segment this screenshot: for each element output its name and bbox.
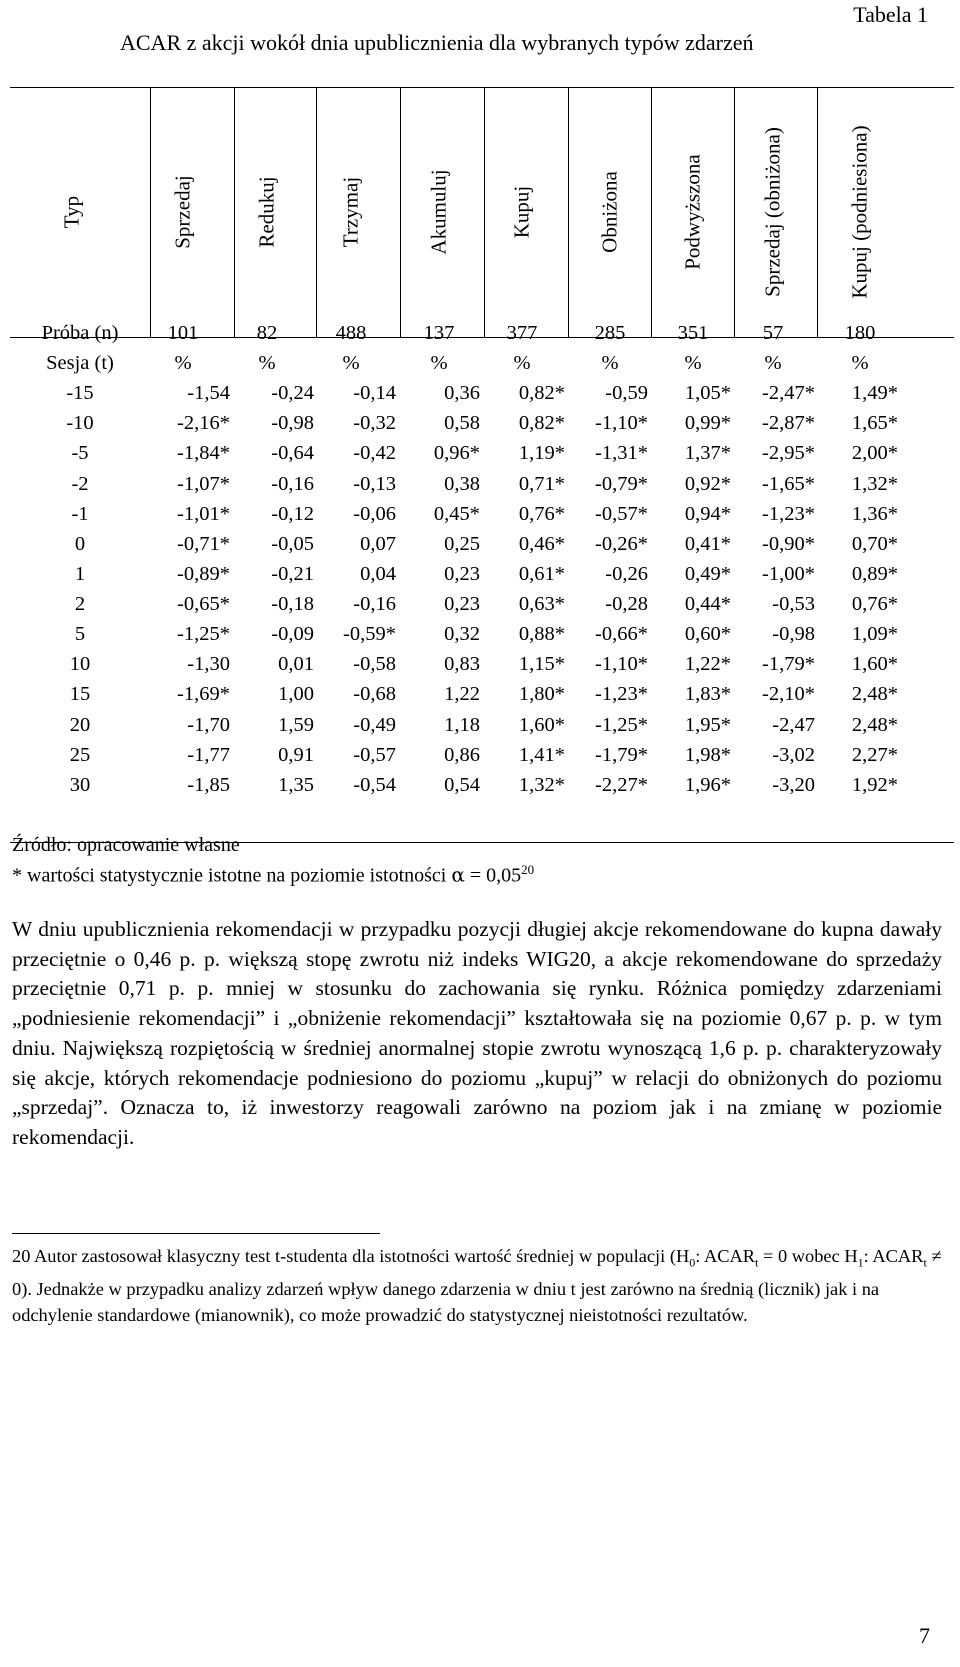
table-cell: 0,71* <box>518 472 565 495</box>
table-row <box>10 649 954 679</box>
table-cell: 0,58 <box>444 412 480 435</box>
table-row <box>10 559 954 589</box>
footnote-ref: 20 <box>521 862 535 877</box>
table-cell: -0,98 <box>271 412 314 435</box>
significance-value: = 0,05 <box>469 864 522 887</box>
alpha-symbol: α <box>451 862 465 887</box>
table-cell: 1,00 <box>278 683 314 706</box>
table-cell: -0,49 <box>353 713 396 736</box>
table-cell: 1,96* <box>684 773 731 796</box>
table-cell: -0,26* <box>595 532 648 555</box>
table-cell: 0,36 <box>444 382 480 405</box>
significance-note <box>12 862 534 888</box>
table-cell: 1,22* <box>684 653 731 676</box>
column-divider <box>651 87 652 337</box>
table-row <box>10 529 954 559</box>
row-label-cell: -10 <box>66 412 94 435</box>
table-cell: 488 <box>335 322 367 344</box>
column-header-label: Podwyższona <box>680 154 705 270</box>
table-cell: 0,76* <box>851 593 898 616</box>
table-cell: 1,80* <box>518 683 565 706</box>
table-cell: -1,85 <box>187 773 230 796</box>
column-divider <box>817 87 818 337</box>
column-header-label: Typ <box>59 195 84 229</box>
table-cell: 0,49* <box>684 562 731 585</box>
table-cell: 0,45* <box>433 502 480 525</box>
row-label-cell: 15 <box>69 683 91 706</box>
table-cell: 1,98* <box>684 743 731 766</box>
table-cell: -1,25* <box>595 713 648 736</box>
table-row <box>10 679 954 709</box>
table-cell: 0,38 <box>444 472 480 495</box>
table-cell: 1,05* <box>684 382 731 405</box>
table-cell: -0,06 <box>353 502 396 525</box>
table-cell: -1,77 <box>187 743 230 766</box>
table-cell: -0,54 <box>353 773 396 796</box>
table-cell: -0,18 <box>271 593 314 616</box>
table-cell: 0,83 <box>444 653 480 676</box>
table-cell: 1,37* <box>684 442 731 465</box>
table-cell: 0,89* <box>851 562 898 585</box>
table-cell: % <box>430 352 448 375</box>
column-header-label: Obniżona <box>597 171 622 253</box>
table-cell: -0,90* <box>762 532 815 555</box>
table-row <box>10 589 954 619</box>
column-divider <box>400 87 401 337</box>
table-cell: 82 <box>256 322 278 344</box>
table-cell: 0,94* <box>684 502 731 525</box>
table-cell: 1,41* <box>518 743 565 766</box>
table-cell: % <box>513 352 531 375</box>
table-cell: 1,09* <box>851 623 898 646</box>
table-cell: 1,18 <box>444 713 480 736</box>
table-cell: % <box>601 352 619 375</box>
table-cell: -0,24 <box>271 382 314 405</box>
column-header-label: Sprzedaj (obniżona) <box>760 127 785 297</box>
table-cell: -0,42 <box>353 442 396 465</box>
table-row <box>10 378 954 408</box>
table-cell: -0,13 <box>353 472 396 495</box>
table-cell: -0,26 <box>605 562 648 585</box>
table-cell: -2,27* <box>595 773 648 796</box>
column-header-label: Redukuj <box>254 176 279 248</box>
table-cell: -1,79* <box>762 653 815 676</box>
table-row <box>10 770 954 800</box>
row-label-cell: -2 <box>71 472 89 495</box>
table-cell: -0,09 <box>271 623 314 646</box>
body-paragraph: W dniu upublicznienia rekomendacji w przypadku pozycji długiej akcje rekomendowane do kupna dawały przeciętnie o 0,46 p. p. większą stopę zwrotu niż indeks WIG20, a akcje rekomendowane do sprzedaży przeciętnie 0,71 p. p. mniej w stosunku do zachowania się rynku. Różnica pomiędzy zdarzeniami „podniesienie rekomendacji” i „obniżenie rekomendacji” kształtowała się na poziomie 0,67 p. p. w tym dniu. Największą rozpiętością w średniej anormalnej stopie zwrotu wynoszącą 1,6 p. p. charakteryzowały się akcje, których rekomendacje podniesiono do poziomu „kupuj” w relacji do obniżonych do poziomu „sprzedaj”. Oznacza to, iż inwestorzy reagowali zarówno na poziom jak i na zmianę w poziomie rekomendacji. <box>12 917 942 1149</box>
table-cell: 0,44* <box>684 593 731 616</box>
table-cell: -0,89* <box>177 562 230 585</box>
table-cell: 0,46* <box>518 532 565 555</box>
table-cell: 1,32* <box>518 773 565 796</box>
row-label-cell: 10 <box>69 653 91 676</box>
table-cell: -1,54 <box>187 382 230 405</box>
table-cell: -1,00* <box>762 562 815 585</box>
table-cell: 0,32 <box>444 623 480 646</box>
table-cell: 0,60* <box>684 623 731 646</box>
table-cell: 0,25 <box>444 532 480 555</box>
row-label-cell: -5 <box>71 442 89 465</box>
table-cell: -3,20 <box>772 773 815 796</box>
table-cell: 1,59 <box>278 713 314 736</box>
table-cell: 1,92* <box>851 773 898 796</box>
column-header-label: Akumuluj <box>426 169 451 255</box>
table-cell: -0,16 <box>271 472 314 495</box>
table-cell: 1,49* <box>851 382 898 405</box>
table-number-label: Tabela 1 <box>853 2 928 27</box>
table-cell: -0,59 <box>605 382 648 405</box>
table-cell: % <box>174 352 192 375</box>
table-cell: % <box>258 352 276 375</box>
row-label-cell: 20 <box>69 713 91 736</box>
row-label-cell: 2 <box>74 593 86 616</box>
table-cell: -1,30 <box>187 653 230 676</box>
table-cell: -0,05 <box>271 532 314 555</box>
table-cell: -0,58 <box>353 653 396 676</box>
table-cell: -0,28 <box>605 593 648 616</box>
table-cell: -2,87* <box>762 412 815 435</box>
row-label-cell: 5 <box>74 623 86 646</box>
page-number: 7 <box>919 1623 930 1648</box>
table-cell: 0,82* <box>518 382 565 405</box>
table-cell: 2,00* <box>851 442 898 465</box>
table-cell: -1,79* <box>595 743 648 766</box>
row-label-cell: Sesja (t) <box>46 352 114 375</box>
column-divider <box>734 87 735 337</box>
table-cell: 1,15* <box>518 653 565 676</box>
table-cell: % <box>684 352 702 375</box>
table-cell: % <box>342 352 360 375</box>
column-header-label: Sprzedaj <box>170 175 195 249</box>
table-cell: 0,54 <box>444 773 480 796</box>
table-cell: -0,71* <box>177 532 230 555</box>
table-cell: 101 <box>167 322 199 344</box>
table-cell: -3,02 <box>772 743 815 766</box>
table-cell: -1,01* <box>177 502 230 525</box>
table-cell: 1,22 <box>444 683 480 706</box>
table-cell: 0,91 <box>278 743 314 766</box>
table-cell: -0,79* <box>595 472 648 495</box>
table-cell: -0,64 <box>271 442 314 465</box>
table-cell: 1,60* <box>518 713 565 736</box>
table-cell: 0,96* <box>433 442 480 465</box>
table-row <box>10 499 954 529</box>
table-cell: -0,32 <box>353 412 396 435</box>
table-cell: -0,53 <box>772 593 815 616</box>
column-divider <box>568 87 569 337</box>
table-cell: -0,66* <box>595 623 648 646</box>
row-label-cell: 30 <box>69 773 91 796</box>
column-header-label: Trzymaj <box>338 176 363 248</box>
table-row <box>10 469 954 499</box>
table-cell: 0,23 <box>444 593 480 616</box>
table-cell: -0,57 <box>353 743 396 766</box>
table-cell: -2,47* <box>762 382 815 405</box>
table-cell: 57 <box>762 322 784 344</box>
table-cell: -1,70 <box>187 713 230 736</box>
column-header-label: Kupuj <box>509 185 534 239</box>
table-cell: 1,60* <box>851 653 898 676</box>
table-row <box>10 438 954 468</box>
table-cell: 0,99* <box>684 412 731 435</box>
table-cell: 1,36* <box>851 502 898 525</box>
column-divider <box>484 87 485 337</box>
table-cell: -1,10* <box>595 653 648 676</box>
table-cell: 0,04 <box>360 562 396 585</box>
source-note: Źródło: opracowanie własne <box>12 834 240 856</box>
column-divider <box>234 87 235 337</box>
table-cell: 0,76* <box>518 502 565 525</box>
row-label-cell: 25 <box>69 743 91 766</box>
table-cell: 0,86 <box>444 743 480 766</box>
table-cell: -2,16* <box>177 412 230 435</box>
table-cell: -0,12 <box>271 502 314 525</box>
table-cell: % <box>851 352 869 375</box>
row-label-cell: 1 <box>74 562 86 585</box>
table-cell: -0,68 <box>353 683 396 706</box>
table-cell: -2,95* <box>762 442 815 465</box>
table-cell: 1,83* <box>684 683 731 706</box>
table-cell: -2,10* <box>762 683 815 706</box>
significance-prefix: * wartości statystycznie istotne na poziomie istotności <box>12 864 447 887</box>
table-cell: 377 <box>506 322 538 344</box>
table-cell: 0,01 <box>278 653 314 676</box>
table-cell: 351 <box>677 322 709 344</box>
table-row <box>10 318 954 348</box>
table-cell: 0,07 <box>360 532 396 555</box>
table-cell: 180 <box>844 322 876 344</box>
column-header-label: Kupuj (podniesiona) <box>847 125 872 299</box>
table-title: ACAR z akcji wokół dnia upublicznienia dla wybranych typów zdarzeń <box>120 30 754 55</box>
table-cell: -1,31* <box>595 442 648 465</box>
table-cell: 0,23 <box>444 562 480 585</box>
table-cell: 1,65* <box>851 412 898 435</box>
table-row <box>10 348 954 378</box>
row-label-cell: -1 <box>71 502 89 525</box>
table-row <box>10 408 954 438</box>
row-label-cell: 0 <box>74 532 86 555</box>
row-label-cell: -15 <box>66 382 94 405</box>
table-cell: -0,65* <box>177 593 230 616</box>
table-cell: -1,23* <box>595 683 648 706</box>
table-row <box>10 710 954 740</box>
table-cell: % <box>764 352 782 375</box>
table-cell: -1,69* <box>177 683 230 706</box>
table-cell: 1,32* <box>851 472 898 495</box>
table-cell: 137 <box>423 322 455 344</box>
table-cell: -0,57* <box>595 502 648 525</box>
table-cell: -1,84* <box>177 442 230 465</box>
table-cell: 0,82* <box>518 412 565 435</box>
table-cell: 2,48* <box>851 683 898 706</box>
table-cell: -0,98 <box>772 623 815 646</box>
table-cell: -0,16 <box>353 593 396 616</box>
table-cell: 0,88* <box>518 623 565 646</box>
table-cell: 1,35 <box>278 773 314 796</box>
table-cell: -1,65* <box>762 472 815 495</box>
footnote-divider <box>12 1233 380 1234</box>
table-cell: -0,59* <box>343 623 396 646</box>
table-cell: 2,27* <box>851 743 898 766</box>
column-divider <box>316 87 317 337</box>
table-cell: -0,21 <box>271 562 314 585</box>
table-cell: -1,10* <box>595 412 648 435</box>
table-cell: -1,25* <box>177 623 230 646</box>
row-label-cell: Próba (n) <box>41 322 119 344</box>
table-cell: -0,14 <box>353 382 396 405</box>
table-cell: 2,48* <box>851 713 898 736</box>
table-cell: -1,23* <box>762 502 815 525</box>
table-cell: -2,47 <box>772 713 815 736</box>
table-cell: 0,92* <box>684 472 731 495</box>
table-cell: 285 <box>594 322 626 344</box>
table-cell: 0,70* <box>851 532 898 555</box>
table-cell: -1,07* <box>177 472 230 495</box>
column-divider <box>150 87 151 337</box>
table-cell: 0,63* <box>518 593 565 616</box>
table-cell: 0,61* <box>518 562 565 585</box>
footnote: 20 Autor zastosował klasyczny test t-studenta dla istotności wartość średniej w populacji ($H_0$: $ACAR_t = 0$ wobec $H_1$: $ACAR_t \ne 0$). Jednakże w przypadku analizy zdarzeń wpływ danego zdarzenia w dniu t jest zarówno na średnią (licznik) jak i na odchylenie standardowe (mianownik), co może prowadzić do statystycznej nieistotności rezultatów. <box>12 1246 942 1326</box>
table-row <box>10 619 954 649</box>
table-cell: 1,95* <box>684 713 731 736</box>
table-cell: 1,19* <box>518 442 565 465</box>
table-cell: 0,41* <box>684 532 731 555</box>
table-row <box>10 740 954 770</box>
